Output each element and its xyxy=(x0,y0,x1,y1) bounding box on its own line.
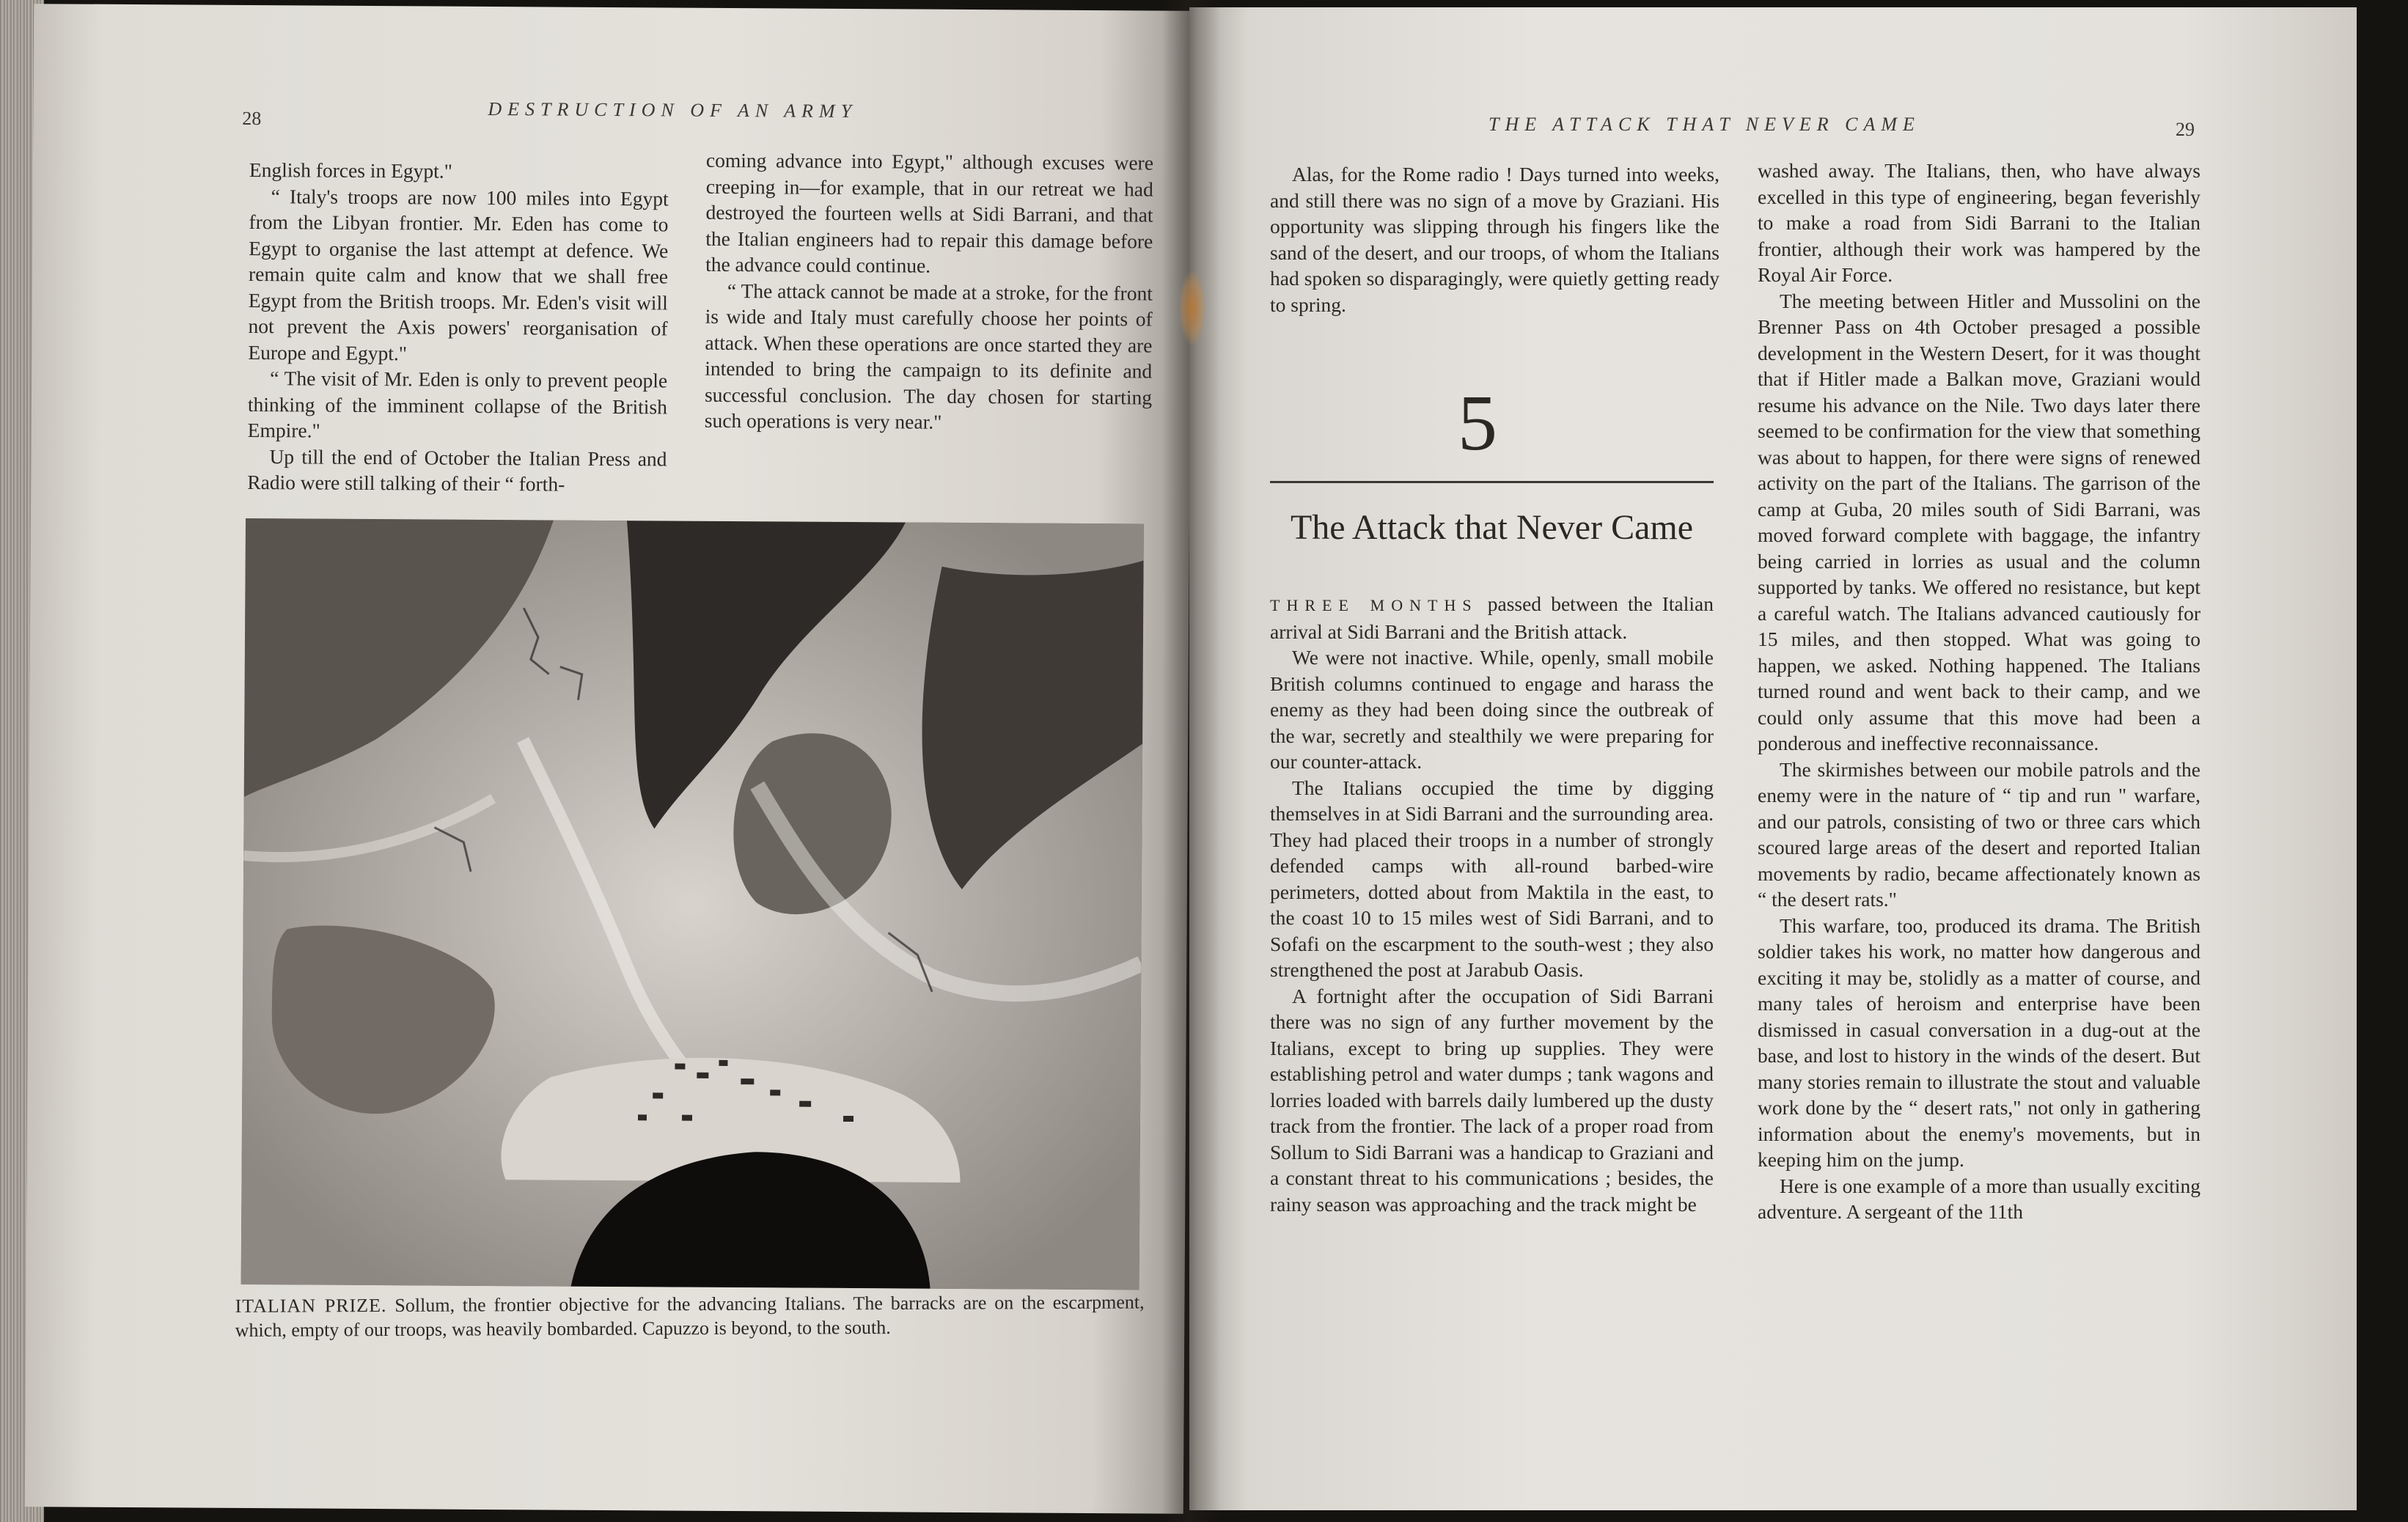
paragraph: The Italians occupied the time by digging themselves in at Sidi Barrani and the surrounding area. They had placed their troops in a number of strongly defended camps with all-round barbed-wire perimeters, dotted about from Maktila in the east, to the coast 10 to 15 miles west of Sidi Barrani, and to Sofafi on the escarpment to the south-west ; they also strengthened the post at Jarabub Oasis. xyxy=(1270,776,1714,981)
paragraph: English forces in Egypt." xyxy=(249,158,453,183)
paragraph: washed away. The Italians, then, who have always excelled in this type of engineering, began feverishly to make a road from Sidi Barrani to the Italian frontier, although their work was hampered by the Royal Air Force. xyxy=(1758,159,2200,286)
caption-title: ITALIAN PRIZE. xyxy=(235,1294,387,1317)
left-column-2 xyxy=(705,147,1153,436)
aerial-photo-graphic xyxy=(241,518,1144,1290)
aerial-photo-sollum xyxy=(241,518,1144,1290)
paragraph: A fortnight after the occupation of Sidi Barrani there was no sign of any further movement by the Italians, except to bring up supplies. They were establishing petrol and water dumps ; tank wagons and lorries loaded with barrels daily lumbered up the dusty track from the frontier. The lack of a proper road from Sollum to Sidi Barrani was a handicap to Graziani and a constant threat to his communications ; besides, the rainy season was approaching and the track might be xyxy=(1270,984,1714,1216)
right-column-1 xyxy=(1270,591,1714,1217)
paragraph: Here is one example of a more than usually exciting adventure. A sergeant of the 11th xyxy=(1758,1174,2200,1223)
chapter-title: The Attack that Never Came xyxy=(1290,508,1694,547)
right-running-head: THE ATTACK THAT NEVER CAME xyxy=(1489,114,1920,135)
paragraph: The skirmishes between our mobile patrols and the enemy were in the nature of “ tip and run " warfare, and our patrols, consisting of two or three cars which scoured large areas of the desert and reported Italian movements by radio, became affectionately known as “ the desert rats." xyxy=(1758,757,2200,911)
paragraph: “ Italy's troops are now 100 miles into Egypt from the Libyan frontier. Mr. Eden has come to Egypt to organise the last attempt at defence. We remain quite calm and know that we shall free Egypt from the British troops. Mr. Eden's visit will not prevent the Axis powers' reorganisation of Europe and Egypt." xyxy=(248,184,669,364)
paragraph: “ The attack cannot be made at a stroke, for the front is wide and Italy must carefully choose her points of attack. When these operations are once started they are intended to bring the campaign to its definite and successful conclusion. The day chosen for starting such operations is very near." xyxy=(704,279,1153,433)
photo-caption xyxy=(235,1290,1145,1342)
lead-paragraph xyxy=(1270,591,1714,644)
caption-text: Sollum, the frontier objective for the advancing Italians. The barracks are on the escarpment, which, empty of our troops, was heavily bombarded. Capuzzo is beyond, to the south. xyxy=(235,1291,1145,1341)
chapter-number: 5 xyxy=(1458,380,1497,467)
paragraph: Up till the end of October the Italian Press and Radio were still talking of their “ forth- xyxy=(247,444,667,496)
chapter-rule xyxy=(1270,481,1714,483)
paragraph: coming advance into Egypt," although excuses were creeping in—for example, that in our retreat we had destroyed the fourteen wells at Sidi Barrani, and that the Italian engineers had to repair this damage before the advance could continue. xyxy=(705,148,1154,277)
right-column-2 xyxy=(1758,158,2200,1225)
lead-rest: passed between the Italian arrival at Sidi Barrani and the British attack. xyxy=(1270,592,1714,643)
paragraph: Alas, for the Rome radio ! Days turned into weeks, and still there was no sign of a move by Graziani. His opportunity was slipping through his fingers like the sand of the desert, and our troops, of whom the Italians had spoken so disparagingly, were quietly getting ready to spring. xyxy=(1270,163,1719,316)
paragraph: This warfare, too, produced its drama. The British soldier takes his work, no matter how dangerous and exciting it may be, stolidly as a matter of course, and many tales of heroism and enterprise have been dismissed in casual conversation in a dug-out at the base, and lost to history in the winds of the desert. But many stories remain to illustrate the stout and valuable work done by the “ desert rats," not only in gathering information about the enemy's movements, but in keeping him on the jump. xyxy=(1758,913,2200,1171)
left-page xyxy=(25,4,1192,1514)
right-folio: 29 xyxy=(2176,119,2195,140)
right-column-1-top xyxy=(1270,161,1719,317)
left-running-head: DESTRUCTION OF AN ARMY xyxy=(488,98,858,122)
left-column-1 xyxy=(247,157,669,498)
paragraph: We were not inactive. While, openly, small mobile British columns continued to engage and harass the enemy as they had been doing since the outbreak of the war, secretly and stealthily we were preparing for our counter-attack. xyxy=(1270,646,1714,773)
paragraph: The meeting between Hitler and Mussolini on the Brenner Pass on 4th October presaged a possible development in the Western Desert, for it was thought that if Hitler made a Balkan move, Graziani would resume his advance on the Nile. Two days later there seemed to be confirmation for the view that something was about to happen, for there were signs of renewed activity on the part of the Italians. The garrison of the camp at Guba, 20 miles south of Sidi Barrani, was moved forward complete with baggage, the infantry being carried in lorries as usual and the column supported by tanks. We offered no resistance, but kept a careful watch. The Italians advanced cautiously for 15 miles, and then stopped. What was going to happen, we asked. Nothing happened. The Italians turned round and went back to their camp, and we could only assume that this move had been a ponderous and ineffective reconnaissance. xyxy=(1758,289,2200,754)
paragraph: “ The visit of Mr. Eden is only to prevent people thinking of the imminent collapse of the British Empire." xyxy=(247,367,668,442)
left-folio: 28 xyxy=(242,107,262,130)
lead-small-caps: THREE MONTHS xyxy=(1270,596,1478,614)
